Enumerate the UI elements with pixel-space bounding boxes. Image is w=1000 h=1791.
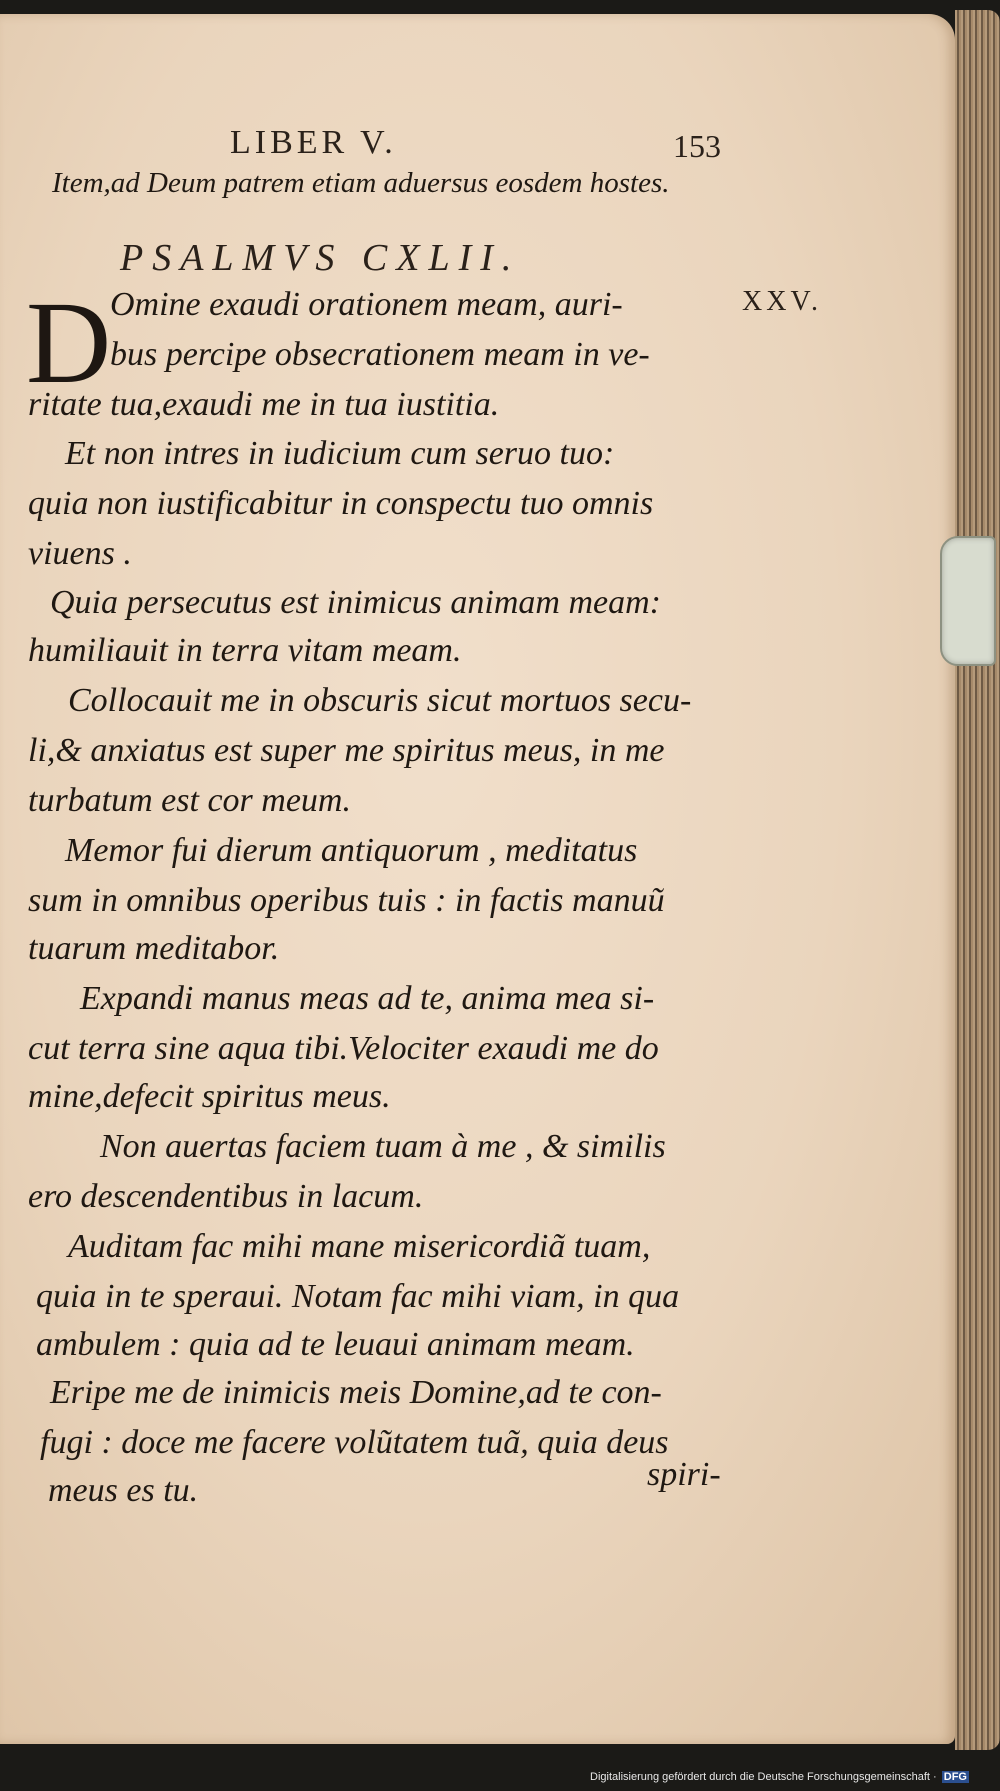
text-line: Omine exaudi orationem meam, auri- xyxy=(110,286,623,323)
text-line: Auditam fac mihi mane misericordiã tuam, xyxy=(68,1228,651,1265)
dfg-logo: DFG xyxy=(943,1771,967,1783)
text-line: mine,defecit spiritus meus. xyxy=(28,1078,391,1115)
text-line: ero descendentibus in lacum. xyxy=(28,1178,424,1215)
text-line: Et non intres in iudicium cum seruo tuo: xyxy=(65,435,615,472)
text-line: meus es tu. xyxy=(48,1472,199,1509)
section-subtitle: Item,ad Deum patrem etiam aduersus eosdem hostes. xyxy=(52,167,670,199)
book-page xyxy=(0,14,955,1744)
credit-text: Digitalisierung gefördert durch die Deutsche Forschungsgemeinschaft xyxy=(590,1771,930,1783)
page-clip-tab xyxy=(940,536,996,666)
drop-cap-initial: D xyxy=(26,277,112,408)
psalm-title: PSALMVS CXLII. xyxy=(120,237,521,279)
text-line: viuens . xyxy=(28,535,132,572)
text-line: quia non iustificabitur in conspectu tuo omnis xyxy=(28,485,654,522)
text-line: tuarum meditabor. xyxy=(28,930,280,967)
text-line: li,& anxiatus est super me spiritus meus, in me xyxy=(28,732,665,769)
book-page-edges xyxy=(955,10,1000,1750)
text-line: ambulem : quia ad te leuaui animam meam. xyxy=(36,1326,635,1363)
text-line: Non auertas faciem tuam à me , & similis xyxy=(100,1128,666,1165)
digitization-credit: Digitalisierung gefördert durch die Deutsche Forschungsgemeinschaft · DFG xyxy=(590,1771,967,1783)
text-line: cut terra sine aqua tibi.Velociter exaudi me do xyxy=(28,1030,659,1067)
text-line: Quia persecutus est inimicus animam meam: xyxy=(50,584,661,621)
text-line: Expandi manus meas ad te, anima mea si- xyxy=(80,980,655,1017)
text-line: fugi : doce me facere volũtatem tuã, quia deus xyxy=(40,1424,669,1461)
text-line: humiliauit in terra vitam meam. xyxy=(28,632,462,669)
text-line: sum in omnibus operibus tuis : in factis manuũ xyxy=(28,882,665,919)
text-line: bus percipe obsecrationem meam in ve- xyxy=(110,336,650,373)
text-line: ritate tua,exaudi me in tua iustitia. xyxy=(28,386,500,423)
page-number: 153 xyxy=(673,128,721,164)
text-line: Eripe me de inimicis meis Domine,ad te con- xyxy=(50,1374,662,1411)
text-line: Collocauit me in obscuris sicut mortuos secu- xyxy=(68,682,692,719)
running-head: LIBER V. xyxy=(230,124,397,161)
text-line: quia in te speraui. Notam fac mihi viam, in qua xyxy=(36,1278,680,1315)
text-line: Memor fui dierum antiquorum , meditatus xyxy=(65,832,638,869)
text-line: turbatum est cor meum. xyxy=(28,782,351,819)
catchword: spiri- xyxy=(647,1456,721,1493)
margin-numeral: XXV. xyxy=(742,286,823,317)
